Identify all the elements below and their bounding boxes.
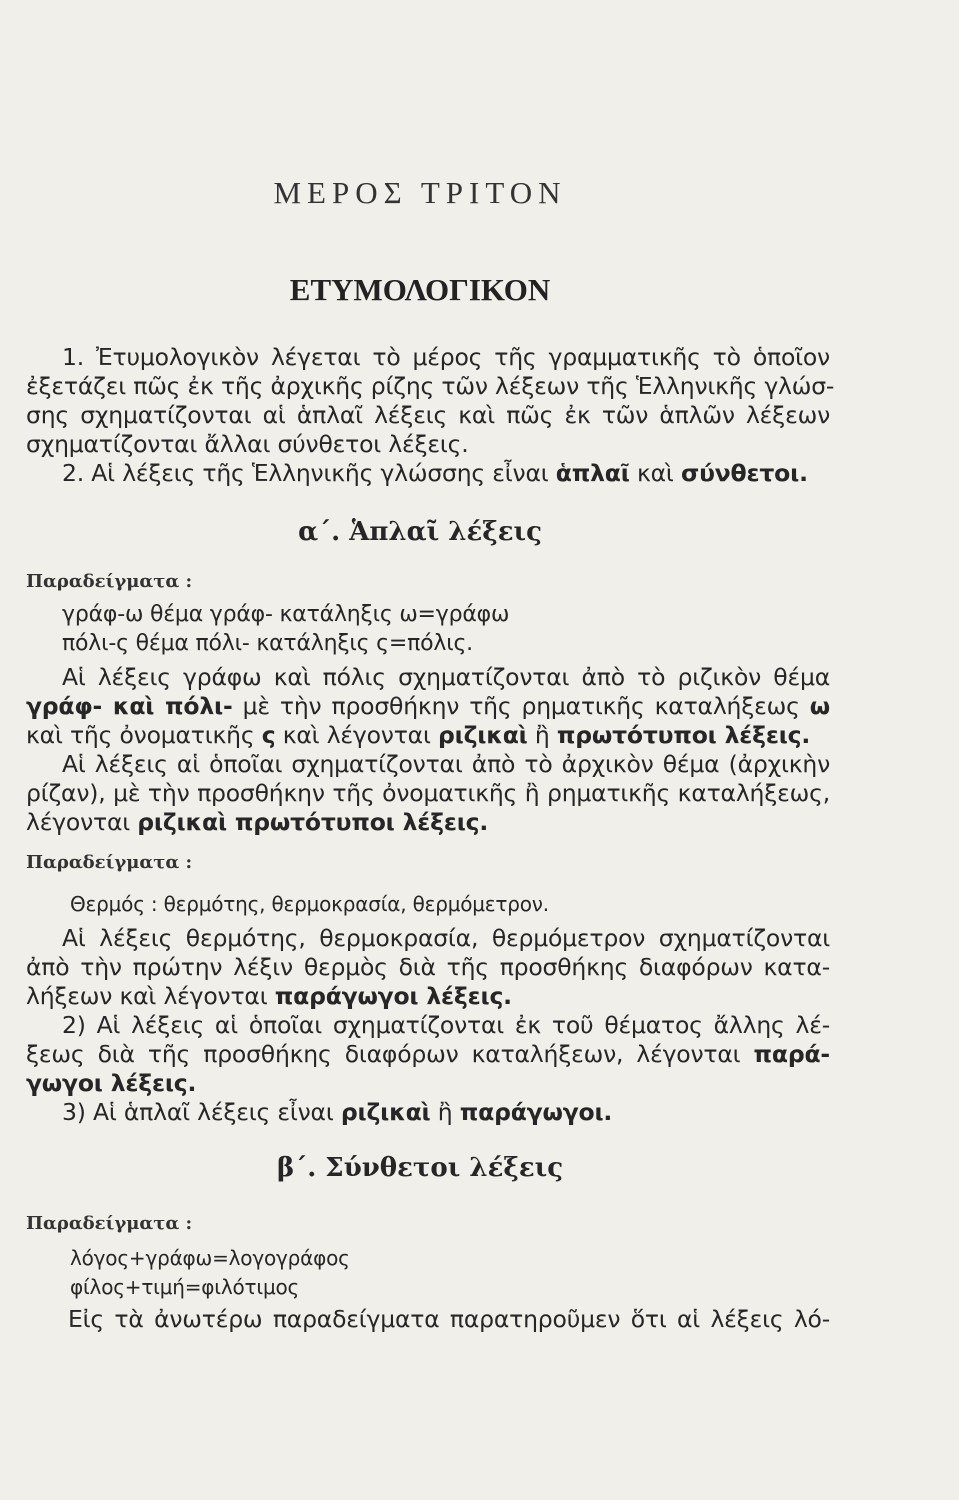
para3-text4: ἢ bbox=[534, 721, 550, 749]
para6-text: ξεως διὰ τῆς προσθήκης διαφόρων καταλήξεων, λέγονται bbox=[26, 1040, 741, 1068]
chapter-title: ΕΤΥΜΟΛΟΓΙΚΟΝ bbox=[289, 272, 551, 307]
para5-bold: παράγωγοι λέξεις. bbox=[274, 982, 512, 1010]
example-b-line: Θερμός : θερμότης, θερμοκρασία, θερμόμετρον. bbox=[70, 892, 549, 916]
para8-line: Εἰς τὰ ἀνωτέρω παραδείγματα παρατηροῦμεν ὅτι αἱ λέξεις λό- bbox=[68, 1305, 830, 1333]
example-c-line2: φίλος+τιμή=φιλότιμος bbox=[70, 1275, 300, 1299]
para6-bold: παρά- bbox=[753, 1040, 830, 1068]
para3-line2 bbox=[26, 691, 830, 721]
para3-text2: καὶ τῆς ὀνοματικῆς bbox=[26, 721, 255, 749]
example-a-line1: γράφ-ω θέμα γράφ- κατάληξις ω=γράφω bbox=[62, 602, 510, 627]
section-b-heading: β΄. Σύνθετοι λέξεις bbox=[276, 1153, 564, 1183]
para3-text: μὲ τὴν προσθήκην τῆς ρηματικῆς καταλήξεως bbox=[242, 692, 800, 720]
examples-label-b: Παραδείγματα : bbox=[26, 852, 193, 873]
para4-text: λέγονται bbox=[26, 808, 131, 836]
para3-line1: Αἱ λέξεις γράφω καὶ πόλις σχηματίζονται ἀπὸ τὸ ριζικὸν θέμα bbox=[62, 663, 830, 691]
examples-label-a: Παραδείγματα : bbox=[26, 571, 193, 592]
para2-bold2: σύνθετοι. bbox=[680, 459, 808, 487]
para6-line1: 2) Αἱ λέξεις αἱ ὁποῖαι σχηματίζονται ἐκ τοῦ θέματος ἄλλης λέ- bbox=[62, 1011, 830, 1039]
para5-text: λήξεων καὶ λέγονται bbox=[26, 982, 268, 1010]
example-a-line2: πόλι-ς θέμα πόλι- κατάληξις ς=πόλις. bbox=[62, 631, 473, 656]
example-c-line1: λόγος+γράφω=λογογράφος bbox=[70, 1246, 350, 1270]
para5-line3 bbox=[26, 981, 830, 1011]
para7-line bbox=[62, 1097, 866, 1127]
para7-text: 3) Αἱ ἁπλαῖ λέξεις εἶναι bbox=[62, 1098, 334, 1126]
para5-line2: ἀπὸ τὴν πρώτην λέξιν θερμὸς διὰ τῆς προσθήκης διαφόρων κατα- bbox=[26, 953, 830, 981]
para3-bold-stems: γράφ- καὶ πόλι- bbox=[26, 692, 233, 720]
para2-lead: 2. Αἱ λέξεις τῆς Ἑλληνικῆς γλώσσης εἶναι bbox=[62, 459, 549, 487]
part-title: ΜΕΡΟΣ ΤΡΙΤΟΝ bbox=[273, 175, 567, 210]
para3-bold-omega: ω bbox=[809, 692, 830, 720]
para6-line3 bbox=[26, 1068, 830, 1098]
examples-label-c: Παραδείγματα : bbox=[26, 1213, 193, 1234]
para7-bold1: ριζικαὶ bbox=[340, 1098, 431, 1126]
para3-bold-rizikai: ριζικαὶ bbox=[438, 721, 528, 749]
para1-line2: ἐξετάζει πῶς ἐκ τῆς ἀρχικῆς ρίζης τῶν λέξεων τῆς Ἑλληνικῆς γλώσ- bbox=[26, 372, 835, 400]
para1-line4: σχηματίζονται ἄλλαι σύνθετοι λέξεις. bbox=[26, 430, 469, 458]
para1-line3: σης σχηματίζονται αἱ ἁπλαῖ λέξεις καὶ πῶς ἐκ τῶν ἁπλῶν λέξεων bbox=[26, 401, 830, 429]
para2-bold1: ἁπλαῖ bbox=[555, 459, 630, 487]
para2-line bbox=[62, 458, 866, 488]
para4-line3 bbox=[26, 807, 830, 837]
para7-text2: ἢ bbox=[437, 1098, 453, 1126]
para3-line3 bbox=[26, 720, 830, 750]
para3-text3: καὶ λέγονται bbox=[282, 721, 431, 749]
para4-bold: ριζικαὶ πρωτότυποι λέξεις. bbox=[137, 808, 489, 836]
para3-bold-sigma: ς bbox=[261, 721, 276, 749]
para6-line2 bbox=[26, 1039, 830, 1069]
para7-bold2: παράγωγοι. bbox=[459, 1098, 613, 1126]
para6-bold2: γωγοι λέξεις. bbox=[26, 1069, 197, 1097]
para1-line1: 1. Ἐτυμολογικὸν λέγεται τὸ μέρος τῆς γραμματικῆς τὸ ὁποῖον bbox=[62, 343, 830, 371]
para2-mid: καὶ bbox=[636, 459, 674, 487]
para5-line1: Αἱ λέξεις θερμότης, θερμοκρασία, θερμόμετρον σχηματίζονται bbox=[62, 924, 830, 952]
para4-line1: Αἱ λέξεις αἱ ὁποῖαι σχηματίζονται ἀπὸ τὸ ἀρχικὸν θέμα (ἀρχικὴν bbox=[62, 750, 830, 778]
section-a-heading: α΄. Ἁπλαῖ λέξεις bbox=[298, 517, 542, 547]
para4-line2: ρίζαν), μὲ τὴν προσθήκην τῆς ὀνοματικῆς ἢ ρηματικῆς καταλήξεως, bbox=[26, 779, 830, 807]
para3-bold-prototypoi: πρωτότυποι λέξεις. bbox=[556, 721, 811, 749]
